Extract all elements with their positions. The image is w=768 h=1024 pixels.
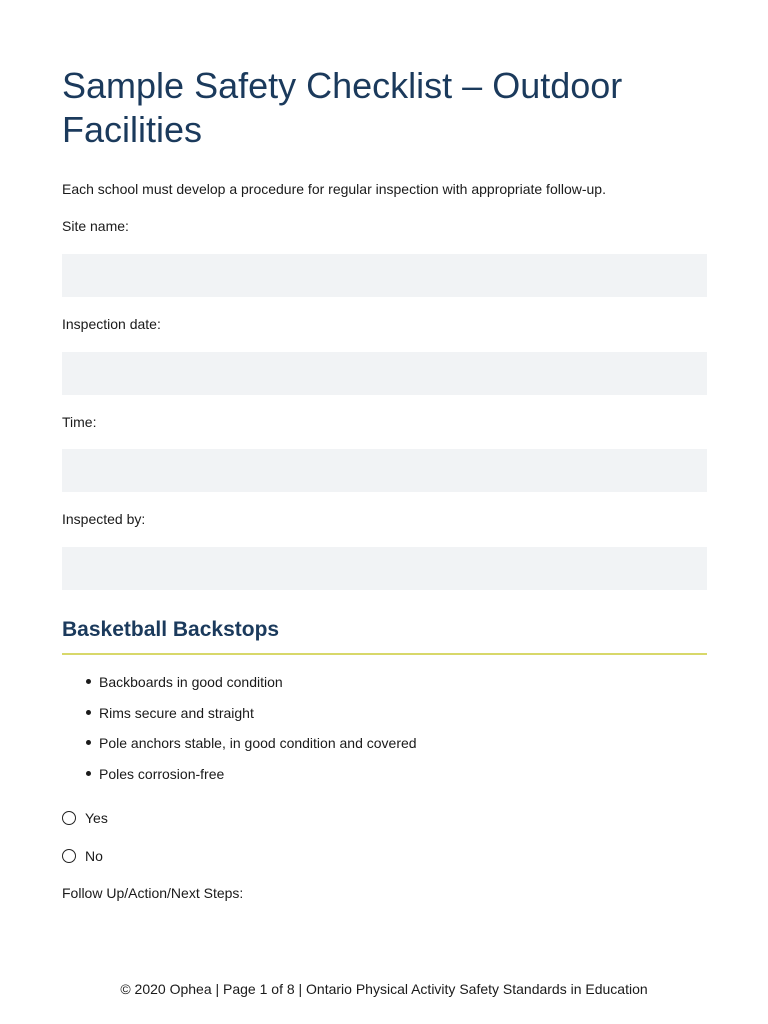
radio-yes[interactable] (62, 808, 108, 828)
bullet-icon (86, 740, 91, 745)
list-item-text: Rims secure and straight (99, 704, 254, 721)
time-field[interactable] (62, 449, 707, 492)
radio-no[interactable] (62, 846, 103, 866)
inspection-date-label: Inspection date: (62, 316, 161, 332)
section-heading: Basketball Backstops (62, 618, 280, 641)
list-item (86, 734, 417, 765)
intro-text: Each school must develop a procedure for regular inspection with appropriate follow-up. (62, 181, 606, 197)
list-item (86, 673, 417, 704)
list-item-text: Poles corrosion-free (99, 765, 225, 782)
time-label: Time: (62, 414, 97, 430)
list-item-text: Pole anchors stable, in good condition and covered (99, 735, 417, 751)
radio-no-label: No (85, 848, 103, 864)
radio-no-circle[interactable] (62, 849, 76, 863)
bullet-icon (86, 771, 91, 776)
inspected-by-field[interactable] (62, 547, 707, 590)
inspected-by-label: Inspected by: (62, 511, 146, 527)
followup-label: Follow Up/Action/Next Steps: (62, 885, 244, 901)
checklist-items (86, 673, 417, 795)
list-item (86, 704, 417, 735)
radio-yes-label: Yes (85, 810, 108, 826)
site-name-label: Site name: (62, 218, 129, 234)
page-title: Sample Safety Checklist – Outdoor Facilities (62, 65, 623, 150)
site-name-field[interactable] (62, 254, 707, 297)
list-item-text: Backboards in good condition (99, 674, 283, 690)
inspection-date-field[interactable] (62, 352, 707, 395)
list-item (86, 765, 417, 796)
bullet-icon (86, 679, 91, 684)
page-footer: © 2020 Ophea | Page 1 of 8 | Ontario Physical Activity Safety Standards in Education (120, 981, 648, 997)
radio-yes-circle[interactable] (62, 811, 76, 825)
bullet-icon (86, 710, 91, 715)
section-divider (62, 653, 707, 655)
